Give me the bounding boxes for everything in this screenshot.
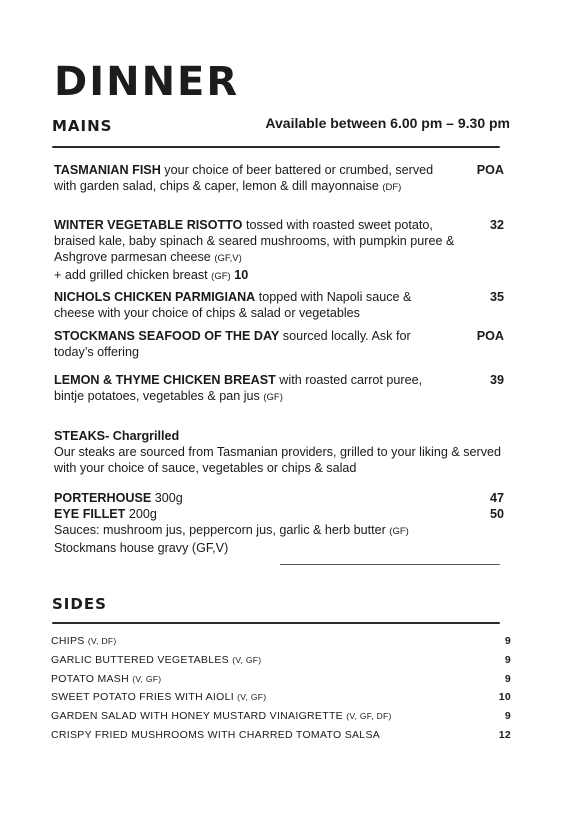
side-price: 9: [504, 635, 511, 647]
extra-dietary-tag: (GF): [211, 271, 231, 282]
steak-item: [54, 490, 514, 506]
item-price: POA: [476, 163, 504, 177]
mains-heading: MAINS: [52, 117, 113, 135]
item-description: sourced locally. Ask for today’s offering: [54, 329, 411, 359]
side-name: GARLIC BUTTERED VEGETABLES: [51, 654, 233, 666]
item-name: WINTER VEGETABLE RISOTTO: [54, 218, 243, 232]
availability-text: Available between 6.00 pm – 9.30 pm: [265, 115, 510, 131]
side-item: [51, 672, 511, 686]
gravy-text: Stockmans house gravy (GF,V): [54, 541, 229, 555]
dietary-tag: (V, GF): [132, 674, 162, 684]
item-description: topped with Napoli sauce & cheese with your choice of chips & salad or vegetables: [54, 290, 412, 320]
menu-item: [54, 162, 514, 196]
item-price: 35: [489, 290, 504, 304]
page-title: DINNER: [54, 59, 240, 105]
item-name: PORTERHOUSE: [54, 491, 152, 505]
item-description: with roasted carrot puree, bintje potatoes, vegetables & pan jus: [54, 373, 423, 403]
steaks-section: [54, 428, 514, 476]
dietary-tag: (GF): [263, 392, 283, 403]
dietary-tag: (V, GF): [237, 692, 267, 702]
steaks-intro: Our steaks are sourced from Tasmanian providers, grilled to your liking & served with your choice of sauce, vegetables or chips & salad: [54, 445, 502, 475]
menu-item: [54, 328, 514, 360]
item-price: 32: [489, 218, 504, 232]
menu-item: [54, 217, 514, 285]
side-item: [51, 728, 511, 742]
sauces-line: [54, 522, 514, 556]
item-price: POA: [476, 329, 504, 343]
side-name: GARDEN SALAD WITH HONEY MUSTARD VINAIGRETTE: [51, 710, 347, 722]
side-item: [51, 653, 511, 667]
sides-divider: [52, 622, 500, 624]
item-price: 47: [489, 491, 504, 505]
item-name: NICHOLS CHICKEN PARMIGIANA: [54, 290, 256, 304]
item-name: EYE FILLET: [54, 507, 126, 521]
item-name: STOCKMANS SEAFOOD OF THE DAY: [54, 329, 280, 343]
steak-item: [54, 506, 514, 522]
item-name: TASMANIAN FISH: [54, 163, 161, 177]
side-name: CHIPS: [51, 635, 88, 647]
dietary-tag: (DF): [382, 182, 402, 193]
steaks-divider: [280, 564, 500, 565]
side-name: POTATO MASH: [51, 673, 133, 685]
item-price: 39: [489, 373, 504, 387]
item-weight: 200g: [125, 507, 157, 521]
dietary-tag: (GF,V): [214, 253, 242, 264]
dietary-tag: (V, DF): [87, 636, 117, 646]
item-description: your choice of beer battered or crumbed, served with garden salad, chips & caper, lemon & dill mayonnaise: [54, 163, 434, 193]
side-item: [51, 634, 511, 648]
sides-heading: SIDES: [52, 595, 107, 613]
item-weight: 300g: [151, 491, 183, 505]
sauces-tag: (GF): [389, 526, 409, 537]
side-price: 12: [498, 729, 511, 741]
steaks-heading: STEAKS- Chargrilled: [54, 429, 180, 443]
menu-item: [54, 372, 514, 406]
dietary-tag: (V, GF, DF): [346, 711, 392, 721]
item-extra: + add grilled chicken breast: [54, 268, 212, 282]
item-name: LEMON & THYME CHICKEN BREAST: [54, 373, 276, 387]
sauces-text: Sauces: mushroom jus, peppercorn jus, garlic & herb butter: [54, 523, 390, 537]
mains-divider: [52, 146, 500, 148]
side-item: [51, 690, 511, 704]
dietary-tag: (V, GF): [232, 655, 262, 665]
item-price: 50: [489, 507, 504, 521]
extra-price: 10: [234, 268, 249, 282]
side-price: 10: [498, 691, 511, 703]
side-name: SWEET POTATO FRIES WITH AIOLI: [51, 691, 238, 703]
side-price: 9: [504, 710, 511, 722]
side-item: [51, 709, 511, 723]
side-price: 9: [504, 654, 511, 666]
side-price: 9: [504, 673, 511, 685]
item-description: tossed with roasted sweet potato, braised kale, baby spinach & seared mushrooms, with pumpkin puree & Ashgrove parmesan cheese: [54, 218, 455, 264]
side-name: CRISPY FRIED MUSHROOMS WITH CHARRED TOMATO SALSA: [51, 729, 381, 741]
menu-item: [54, 289, 514, 321]
